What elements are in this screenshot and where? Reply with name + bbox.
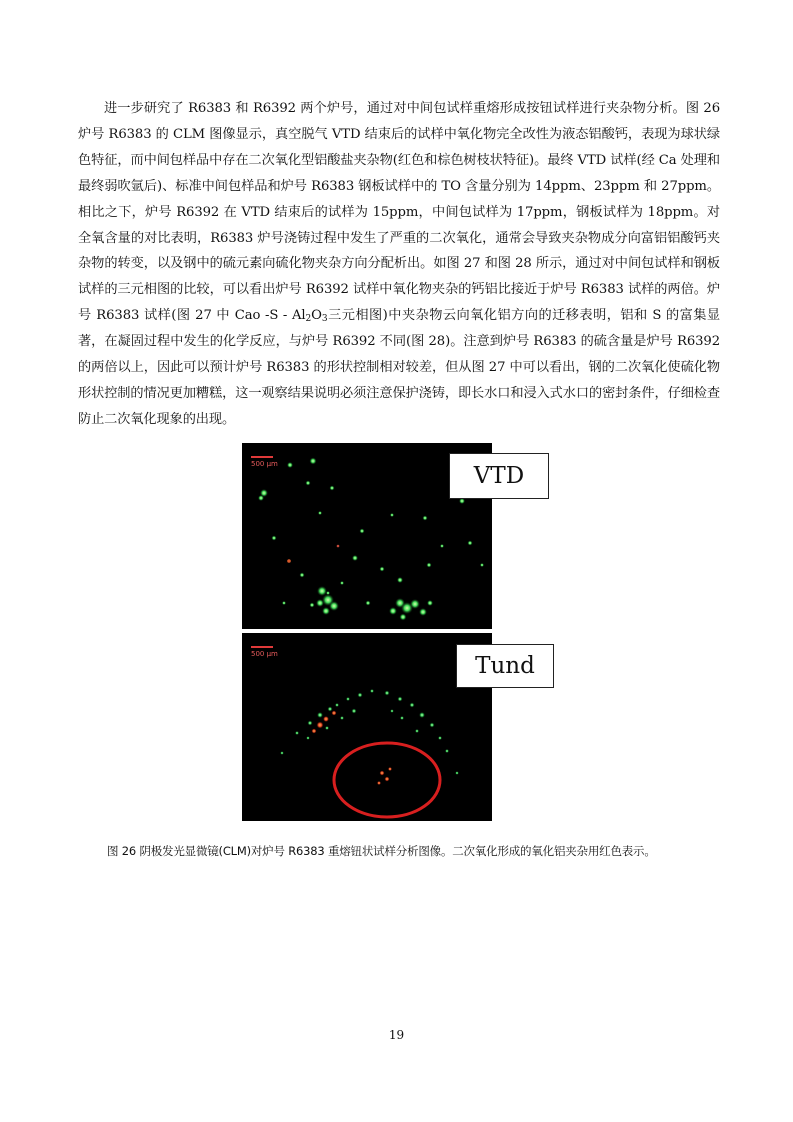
subscript-2: 2	[305, 314, 312, 325]
clm-image-tund	[242, 633, 492, 821]
page-number: 19	[388, 1028, 405, 1042]
panel-label-vtd: VTD	[449, 453, 549, 499]
scale-bar	[251, 646, 273, 648]
body-text-part2: 三元相图)中夹杂物云向氧化铝方向的迁移表明，铝和 S 的富集显著，在凝固过程中发生的化学反应，与炉号 R6392 不同(图 28)。注意到炉号 R6383 的硫含量是炉号 R6392 的两倍以上，因此可以预计炉号 R6383 的形状控制相对较差，但从图 27 中可以看出，钢的二次氧化使硫化物形状控制的情况更加糟糕，这一观察结果说明必须注意保护浇铸，即长水口和浸入式水口的密封条件，仔细检查防止二次氧化现象的出现。	[78, 308, 720, 427]
body-text-o: O	[311, 308, 322, 324]
figure-caption: 图 26 阴极发光显微镜(CLM)对炉号 R6383 重熔钮状试样分析图像。二次氧化形成的氧化铝夹杂用红色表示。	[107, 844, 656, 858]
tund-inclusions	[242, 633, 492, 821]
scale-bar	[251, 456, 273, 458]
scale-text: 500 μm	[251, 650, 278, 658]
panel-label-tund: Tund	[456, 644, 554, 688]
body-paragraph	[78, 96, 720, 433]
subscript-3: 3	[321, 314, 328, 325]
body-text-part1: 进一步研究了 R6383 和 R6392 两个炉号，通过对中间包试样重熔形成按钮试样进行夹杂物分析。图 26 炉号 R6383 的 CLM 图像显示，真空脱气 VTD 结束后的试样中氧化物完全改性为液态铝酸钙，表现为球状绿色特征，而中间包样品中存在二次氧化型铝酸盐夹杂物(红色和棕色树枝状特征)。最终 VTD 试样(经 Ca 处理和最终弱吹氩后)、标准中间包样品和炉号 R6383 钢板试样中的 TO 含量分别为 14ppm、23ppm 和 27ppm。相比之下，炉号 R6392 在 VTD 结束后的试样为 15ppm，中间包试样为 17ppm，钢板试样为 18ppm。对全氧含量的对比表明，R6383 炉号浇铸过程中发生了严重的二次氧化，通常会导致夹杂物成分向富铝铝酸钙夹杂物的转变，以及钢中的硫元素向硫化物夹杂方向分配析出。如图 27 和图 28 所示，通过对中间包试样和钢板试样的三元相图的比较，可以看出炉号 R6392 试样中氧化物夹杂的钙铝比接近于炉号 R6383 试样的两倍。炉号 R6383 试样(图 27 中 Cao -S - Al	[78, 101, 720, 324]
scale-text: 500 μm	[251, 460, 278, 468]
